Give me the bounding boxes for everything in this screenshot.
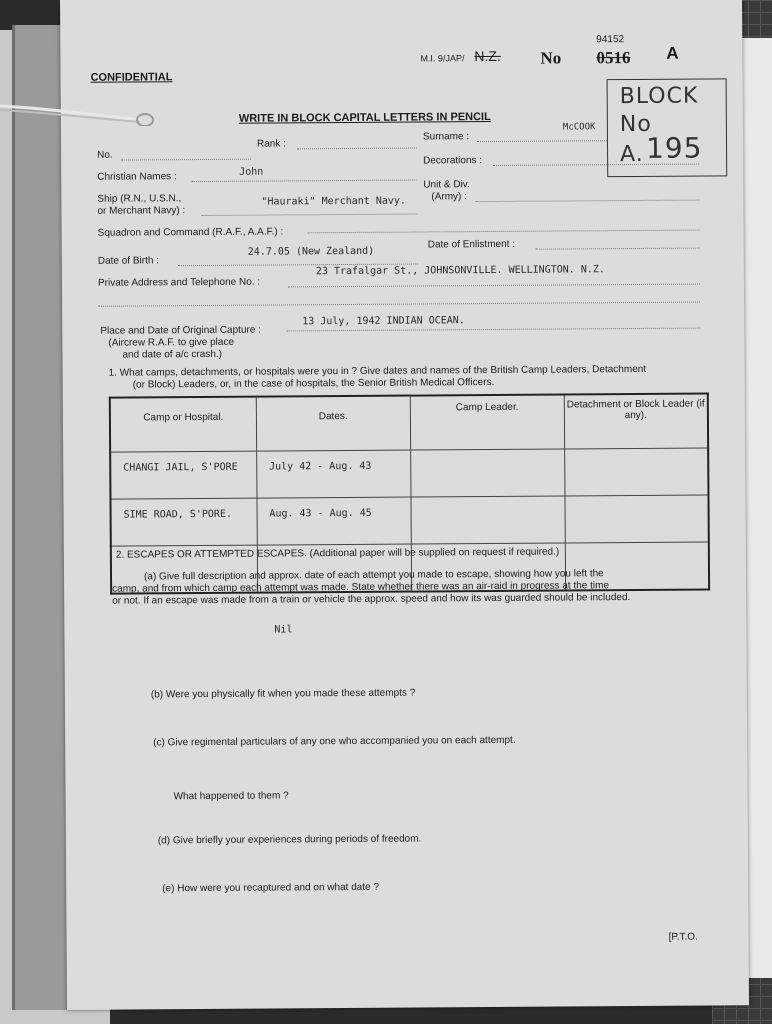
liberation-questionnaire-page xyxy=(60,0,749,1010)
table-cell-leader xyxy=(410,449,564,497)
form-letter: A xyxy=(666,43,679,63)
pto-label: [P.T.O. xyxy=(668,931,698,943)
block-prefix: A. xyxy=(620,141,644,168)
block-number: 195 xyxy=(645,131,703,165)
table-cell-detachment xyxy=(564,448,708,496)
tag-string xyxy=(0,102,158,126)
q2a-line2: camp, and from which camp each attempt was made. State whether there was an air-raid in progress at the time xyxy=(112,580,610,595)
decorations-label: Decorations : xyxy=(423,155,483,167)
instruction-heading: WRITE IN BLOCK CAPITAL LETTERS IN PENCIL xyxy=(238,110,491,125)
table-cell-dates: July 42 - Aug. 43 xyxy=(256,450,410,498)
col-dates-header: Dates. xyxy=(256,396,410,452)
q2c: (c) Give regimental particulars of any one who accompanied you on each attempt. xyxy=(153,734,516,749)
q2a-line1: (a) Give full description and approx. date of each attempt you made to escape, showing how you left the xyxy=(143,568,604,583)
dob-value: 24.7.05 (New Zealand) xyxy=(247,245,375,258)
table-cell-camp: SIME ROAD, S'PORE. xyxy=(110,498,257,546)
address-value: 23 Trafalgar St., JOHNSONVILLE. WELLINGTON. N.Z. xyxy=(315,264,605,278)
number-symbol: No xyxy=(540,48,562,68)
capture-note-line1: (Aircrew R.A.F. to give place xyxy=(108,336,235,349)
confidential-label: CONFIDENTIAL xyxy=(90,71,173,84)
q2e: (e) How were you recaptured and on what date ? xyxy=(162,881,380,895)
q1-line1: 1. What camps, detachments, or hospitals were you in ? Give dates and names of the British Camp Leaders, Detachment xyxy=(108,363,647,379)
table-cell-dates: Aug. 43 - Aug. 45 xyxy=(257,497,411,545)
ref-suffix: N.Z. xyxy=(474,47,501,65)
q1-line2: (or Block) Leaders, or, in the case of hospitals, the Senior British Medical Officers. xyxy=(132,376,495,391)
unit-label-line2: (Army) : xyxy=(431,191,467,203)
table-cell-leader xyxy=(411,496,565,544)
q2b: (b) Were you physically fit when you made these attempts ? xyxy=(150,687,416,701)
camps-table-header-row xyxy=(110,393,708,452)
ship-label-line1: Ship (R.N., U.S.N., xyxy=(97,193,182,205)
ref-prefix: M.I. 9/JAP/ xyxy=(420,53,465,64)
unit-label-line1: Unit & Div. xyxy=(423,179,470,191)
serial-number-struck: 0516 xyxy=(596,48,631,68)
table-cell-detachment xyxy=(565,495,709,543)
q2a-answer: Nil xyxy=(274,624,293,636)
enlistment-label: Date of Enlistment : xyxy=(427,238,516,251)
surname-value: McCOOK xyxy=(562,122,596,133)
q2a-line3: or not. If an escape was made from a train or vehicle the approx. speed and how its was guarded should be included. xyxy=(112,592,631,607)
christian-names-value: John xyxy=(239,166,264,178)
ship-value: "Hauraki" Merchant Navy. xyxy=(261,195,406,208)
block-label: BLOCK xyxy=(619,83,699,110)
capture-note-line2: and date of a/c crash.) xyxy=(122,348,223,361)
col-camp-header: Camp or Hospital. xyxy=(110,397,257,453)
address-label: Private Address and Telephone No. : xyxy=(97,276,261,289)
table-cell-camp: CHANGI JAIL, S'PORE xyxy=(110,451,257,499)
q2-title: 2. ESCAPES OR ATTEMPTED ESCAPES. (Additional paper will be supplied on request if required.) xyxy=(115,546,560,561)
rank-label: Rank : xyxy=(256,138,286,150)
block-number-box xyxy=(607,78,728,177)
surname-label: Surname : xyxy=(422,131,470,143)
capture-label: Place and Date of Original Capture : xyxy=(100,324,262,337)
serial-number-above: 94152 xyxy=(596,34,625,46)
table-row xyxy=(110,495,708,546)
q2c-followup: What happened to them ? xyxy=(173,790,289,803)
block-no-label: No xyxy=(619,111,652,138)
no-label: No. xyxy=(97,149,113,161)
ship-label-line2: or Merchant Navy) : xyxy=(97,205,186,217)
table-row xyxy=(110,448,708,499)
q2d: (d) Give briefly your experiences during periods of freedom. xyxy=(157,833,422,847)
camps-table xyxy=(109,392,710,594)
squadron-label: Squadron and Command (R.A.F., A.A.F.) : xyxy=(97,226,284,239)
christian-names-label: Christian Names : xyxy=(97,171,177,183)
col-leader-header: Camp Leader. xyxy=(410,394,564,450)
dob-label: Date of Birth : xyxy=(97,255,160,267)
capture-value: 13 July, 1942 INDIAN OCEAN. xyxy=(302,315,465,328)
col-detachment-header: Detachment or Block Leader (if any). xyxy=(564,393,708,449)
